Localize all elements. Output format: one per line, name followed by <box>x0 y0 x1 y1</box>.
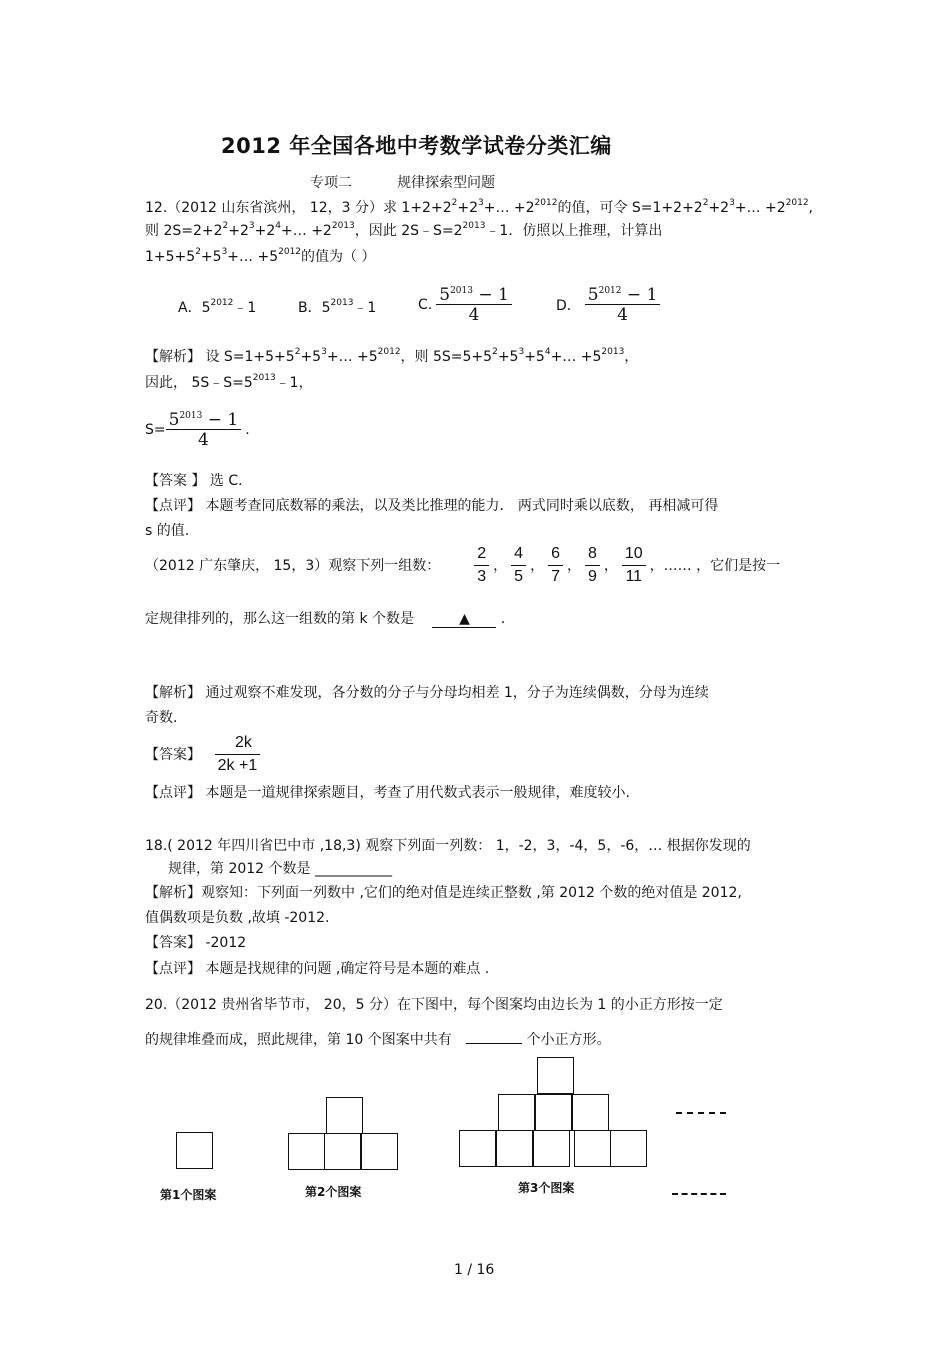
section-topic: 规律探索型问题 <box>397 175 495 191</box>
unit-square <box>324 1133 361 1170</box>
unit-square <box>574 1130 611 1167</box>
unit-square <box>535 1094 572 1131</box>
q2-review: 【点评】 本题是一道规律探索题目，考查了用代数式表示一般规律，难度较小. <box>145 785 630 801</box>
unit-square <box>326 1097 363 1134</box>
continuation-dashes <box>676 1112 726 1114</box>
q2-answer: 【答案】 $\frac{2k}{2k +1}$ <box>145 730 264 778</box>
unit-square <box>572 1094 609 1131</box>
sequence-fraction: $\frac{10}{11}$ <box>622 543 646 588</box>
sequence-fraction: $\frac{6}{7}$ <box>548 543 563 588</box>
option-c: C. $\frac{5^{2013} - 1}{4}$ <box>418 280 516 330</box>
q12-line-1: 12.（2012 山东省滨州， 12，3 分）求 $1+2+2^2+2^3+\dots +2^{2012}$的值，可令 $S=1+2+2^2+2^3+\dots +2^{2012}$, <box>145 198 813 216</box>
option-d-fraction: $\frac{5^{2012} - 1}{4}$ <box>585 286 661 325</box>
q12-line-2: 则 $2S=2+2^2+2^3+2^4+\dots +2^{2013}$，因此 $2S﹣S=2^{2013}﹣1$．仿照以上推理，计算出 <box>145 221 663 239</box>
q12-solution-line-1: 【解析】 设 $S=1+5+5^2+5^3+\dots +5^{2012}$，则 $5S=5+5^2+5^3+5^4+\dots +5^{2013}$， <box>145 347 639 365</box>
answer-blank <box>432 611 496 628</box>
figure-caption-2: 第2个图案 <box>305 1185 362 1199</box>
q20-line-1: 20.（2012 贵州省毕节市， 20，5 分）在下图中，每个图案均由边长为 1 的小正方形按一定 <box>145 997 723 1013</box>
triangle-marker: ▲ <box>459 611 470 627</box>
unit-square <box>459 1130 496 1167</box>
q12-review-line-2: s 的值. <box>145 523 190 539</box>
option-b: B．$5^{2013}﹣1$ <box>298 298 377 316</box>
q2-line-2: 定规律排列的，那么这一组数的第 k 个数是 ▲ ． <box>145 611 515 627</box>
q2-solution-line-1: 【解析】 通过观察不难发现，各分数的分子与分母均相差 1，分子为连续偶数，分母为连续 <box>145 685 709 701</box>
sequence-fraction: $\frac{2}{3}$ <box>474 543 489 588</box>
option-c-fraction: $\frac{5^{2013} - 1}{4}$ <box>436 286 512 325</box>
q12-line-3: $1+5+5^2+5^3+\dots +5^{2012}$的值为（ ） <box>145 247 376 265</box>
unit-square <box>176 1132 213 1169</box>
q12-s-result: S= $\frac{5^{2013} - 1}{4}$ . <box>145 409 250 450</box>
unit-square <box>537 1057 574 1094</box>
q12-answer: 【答案 】 选 C． <box>145 473 253 489</box>
q18-solution-line-1: 【解析】观察知：下列面一列数中 ,它们的绝对值是连续正整数 ,第 2012 个数的绝对值是 2012, <box>145 885 742 901</box>
option-a: A．$5^{2012}﹣1$ <box>178 298 257 316</box>
q18-line-2: 规律，第 2012 个数是 ___________ <box>168 861 392 877</box>
q2-solution-line-2: 奇数. <box>145 710 178 726</box>
unit-square <box>610 1130 647 1167</box>
page-title: 2012 年全国各地中考数学试卷分类汇编 <box>221 134 612 158</box>
s-fraction: $\frac{5^{2013} - 1}{4}$ <box>166 411 242 450</box>
option-d: D． $\frac{5^{2012} - 1}{4}$ <box>556 280 664 330</box>
q18-solution-line-2: 值偶数项是负数 ,故填 -2012. <box>145 910 330 926</box>
q18-review: 【点评】 本题是找规律的问题 ,确定符号是本题的难点 . <box>145 961 490 977</box>
unit-square <box>288 1133 325 1170</box>
q12-review-line-1: 【点评】 本题考查同底数幂的乘法，以及类比推理的能力． 两式同时乘以底数， 再相减可得 <box>145 498 719 514</box>
answer-blank <box>466 1043 522 1044</box>
page-number: 1 / 16 <box>454 1262 495 1278</box>
unit-square <box>496 1130 533 1167</box>
section-label: 专项二 <box>310 175 352 191</box>
q18-answer: 【答案】 -2012 <box>145 935 247 951</box>
unit-square <box>533 1130 570 1167</box>
q18-line-1: 18.( 2012 年四川省巴中市 ,18,3) 观察下列面一列数： 1，-2，3，-4，5，-6，… 根据你发现的 <box>145 838 751 854</box>
figure-caption-3: 第3个图案 <box>518 1181 575 1195</box>
sequence-fraction: $\frac{8}{9}$ <box>585 543 600 588</box>
unit-square <box>361 1133 398 1170</box>
q12-solution-line-2: 因此， $5S﹣S=5^{2013}﹣1$， <box>145 373 313 391</box>
continuation-dashes <box>672 1193 726 1195</box>
unit-square <box>498 1094 535 1131</box>
answer-fraction: $\frac{2k}{2k +1}$ <box>215 732 260 777</box>
q2-intro: （2012 广东肇庆， 15，3）观察下列一组数： $\frac{2}{3}$ ， $\frac{4}{5}$ ， $\frac{6}{7}$ ， $\frac{8}{9}$ ， $\frac{10}{11}$ ，…… ，它们是按一 <box>145 542 780 588</box>
q20-line-2: 的规律堆叠而成，照此规律，第 10 个图案中共有 个小正方形。 <box>145 1032 611 1048</box>
figure-caption-1: 第1个图案 <box>160 1188 217 1202</box>
sequence-fraction: $\frac{4}{5}$ <box>511 543 526 588</box>
